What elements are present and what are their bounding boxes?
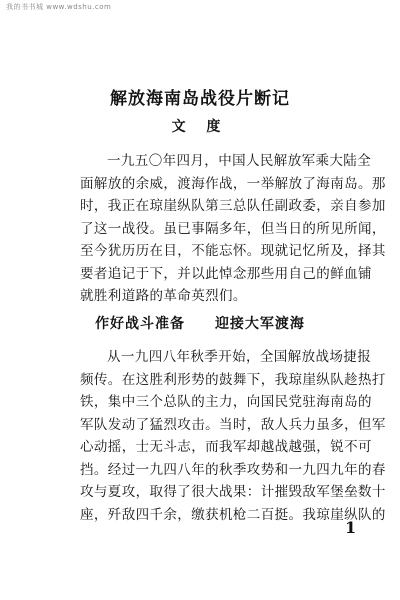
- text-line: 军队发动了猛烈攻击。当时，敌人兵力虽多，但军: [80, 416, 386, 433]
- text-line: 就胜利道路的革命英烈们。: [80, 288, 247, 304]
- text-line: 一九五〇年四月，中国人民解放军乘大陆全: [107, 153, 372, 169]
- text-line: 攻与夏攻，取得了很大战果：计摧毁敌军堡垒数十: [80, 484, 386, 500]
- intro-paragraph: [80, 150, 386, 308]
- text-line: 要者追记于下，并以此悼念那些用自己的鲜血铺: [80, 265, 372, 282]
- text-line: 铁，集中三个总队的主力，向国民党驻海南岛的: [80, 394, 372, 410]
- text-line: 时，我正在琼崖纵队第三总队任副政委，亲自参加: [80, 198, 386, 214]
- section-heading: [0, 313, 400, 333]
- author-name: 文 度: [171, 119, 229, 135]
- body-paragraph: [80, 346, 386, 526]
- text-line: 挡。经过一九四八年的秋季攻势和一九四九年的春: [80, 461, 386, 478]
- section-heading-part: 迎接大军渡海: [214, 316, 305, 332]
- text-line: 至今犹历历在目，不能忘怀。现就记忆所及，择其: [80, 243, 386, 259]
- text-line: 频传。在这胜利形势的鼓舞下，我琼崖纵队趁热打: [80, 371, 386, 388]
- text-line: 心动摇，士无斗志，而我军却越战越强，锐不可: [80, 439, 372, 455]
- section-heading-part: 作好战斗准备: [95, 316, 186, 332]
- article-title: 解放海南岛战役片断记: [110, 89, 290, 109]
- text-line: 面解放的余威，渡海作战，一举解放了海南岛。那: [80, 175, 386, 192]
- page-number: 1: [345, 518, 357, 537]
- text-line: 从一九四八年秋季开始，全国解放战场捷报: [107, 349, 372, 365]
- text-line: 座，歼敌四千余，缴获机枪二百挺。我琼崖纵队的: [80, 506, 386, 523]
- watermark: 我的书书城 www.wdshu.com: [6, 3, 112, 11]
- text-line: 了这一战役。虽已事隔多年，但当日的所见所闻，: [80, 220, 386, 237]
